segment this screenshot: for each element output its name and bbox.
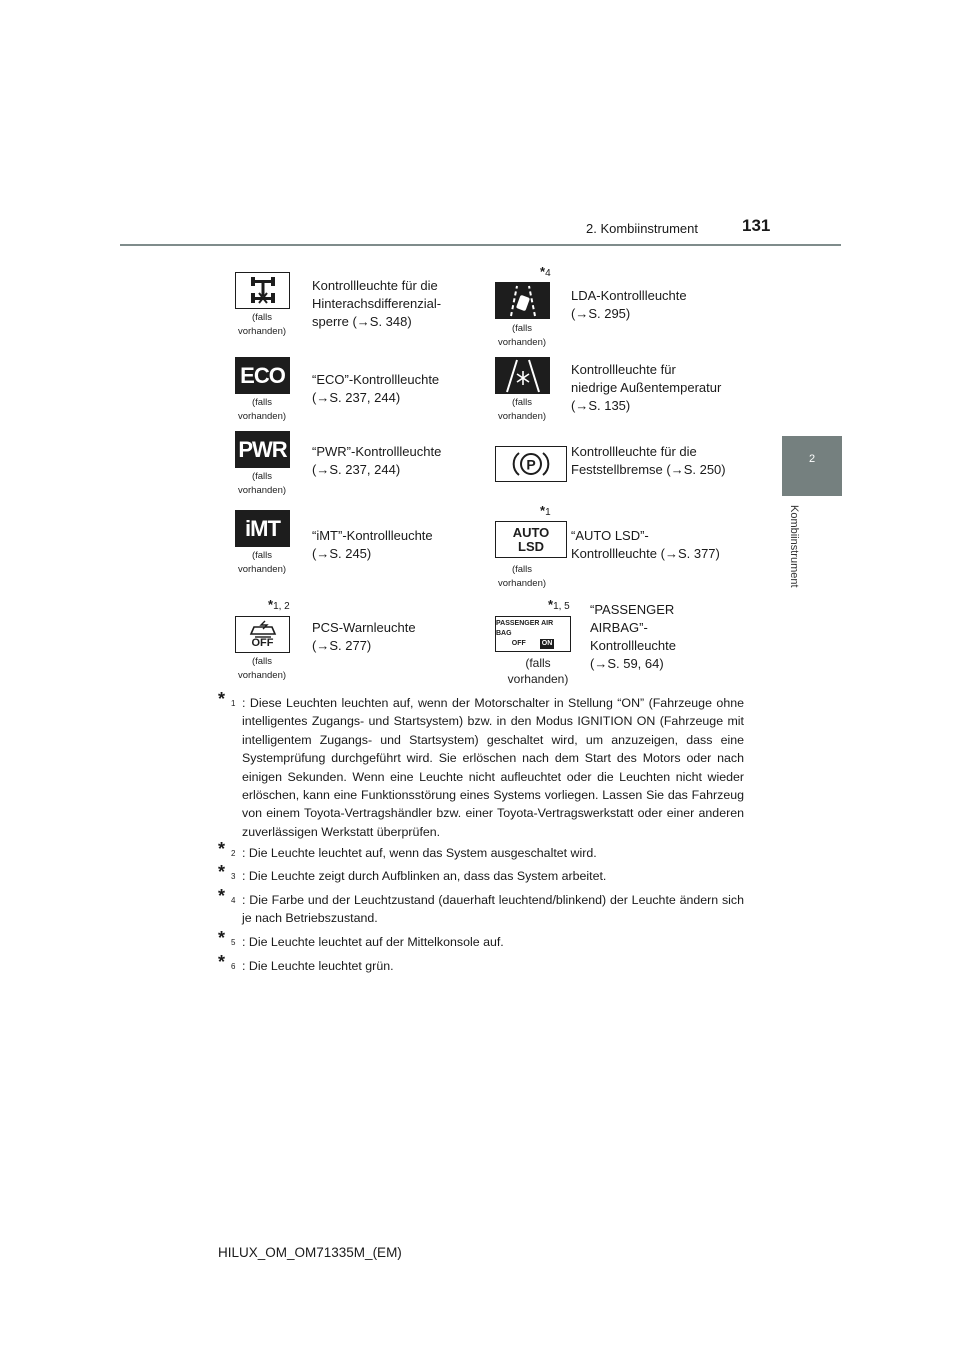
auto-lsd-icon: AUTO LSD — [495, 521, 567, 558]
desc-rear-diff: Kontrollleuchte für die Hinterachsdifferenzial- sperre (→S. 348) — [312, 278, 442, 329]
falls-note: (falls vorhanden) — [497, 564, 547, 589]
footnote-mark: *4 — [540, 264, 551, 279]
desc-low-temp: Kontrollleuchte für niedrige Außentemperatur (→S. 135) — [571, 362, 722, 413]
pcs-off-icon — [235, 616, 290, 653]
falls-note: (falls vorhanden) — [237, 550, 287, 575]
parking-brake-icon — [495, 446, 567, 482]
parking-brake-letter: P — [526, 456, 536, 473]
footnote-6: * 6 : Die Leuchte leuchtet grün. — [218, 952, 394, 973]
falls-note: (falls vorhanden) — [507, 656, 569, 686]
low-temp-road-icon — [495, 357, 550, 394]
footnote-3: * 3 : Die Leuchte zeigt durch Aufblinken an, dass das System arbeitet. — [218, 862, 607, 883]
section-title: 2. Kombiinstrument — [586, 221, 698, 236]
desc-pcs: PCS-Warnleuchte (→S. 277) — [312, 620, 416, 653]
falls-note: (falls vorhanden) — [497, 323, 547, 348]
chapter-tab: 2 — [782, 436, 842, 496]
desc-eco: “ECO”-Kontrollleuchte (→S. 237, 244) — [312, 372, 440, 405]
falls-note: (falls vorhanden) — [237, 312, 287, 337]
footnote-mark: *1 — [540, 503, 551, 518]
falls-note: (falls vorhanden) — [237, 656, 287, 681]
rear-diff-lock-icon — [243, 276, 283, 306]
footnote-4: * 4 : Die Farbe und der Leuchtzustand (dauerhaft leuchtend/blinkend) der Leuchte ändern sich je nach Betriebszustand. — [218, 886, 744, 926]
desc-imt: “iMT”-Kontrollleuchte (→S. 245) — [312, 528, 433, 561]
low-temp-road-icon — [501, 359, 545, 393]
imt-icon: iMT — [235, 510, 290, 547]
desc-auto-lsd: “AUTO LSD”- Kontrollleuchte (→S. 377) — [571, 528, 720, 561]
header-rule — [120, 244, 841, 246]
passenger-airbag-icon: PASSENGER AIR BAG OFF ON — [495, 616, 571, 652]
document-id: HILUX_OM_OM71335M_(EM) — [218, 1245, 402, 1260]
parking-brake-icon — [511, 449, 551, 479]
falls-note: (falls vorhanden) — [237, 397, 287, 422]
footnote-1: * 1 : Diese Leuchten leuchten auf, wenn der Motorschalter in Stellung “ON” (Fahrzeuge ohne intelligentes Zugangs- und Startsystem) bzw. in den Modus IGNITION ON (Fahrzeuge mit intelligentem Zugangs- und Startsystem) geschaltet wird, um anzuzeigen, dass eine Systemprüfung durchgeführt wird. Sie erlöschen nach dem Start des Motors oder nach einigen Sekunden. Wenn eine Leuchte nicht aufleuchtet oder die Leuchten nicht wieder erlöschen, kann eine Funktionsstörung eines Systems vorliegen. Lassen Sie das Fahrzeug von einem Toyota-Vertragshändler bzw. einer Toyota-Vertragswerkstatt oder einer anderen zuverlässigen Werkstatt überprüfen. — [218, 689, 744, 839]
pcs-car-icon — [245, 620, 281, 638]
lda-icon — [503, 284, 543, 318]
pwr-icon: PWR — [235, 431, 290, 468]
desc-passenger-airbag: “PASSENGER AIRBAG”- Kontrollleuchte (→S. 59, 64) — [590, 602, 676, 671]
footnote-mark: *1, 2 — [268, 597, 290, 612]
rear-diff-lock-icon — [235, 272, 290, 309]
desc-pwr: “PWR”-Kontrollleuchte (→S. 237, 244) — [312, 444, 442, 477]
desc-lda: LDA-Kontrollleuchte (→S. 295) — [571, 288, 687, 321]
eco-icon: ECO — [235, 357, 290, 394]
falls-note: (falls vorhanden) — [237, 471, 287, 496]
footnote-2: * 2 : Die Leuchte leuchtet auf, wenn das System ausgeschaltet wird. — [218, 839, 597, 860]
footnote-5: * 5 : Die Leuchte leuchtet auf der Mittelkonsole auf. — [218, 928, 504, 949]
pcs-off-label: OFF — [251, 637, 274, 649]
falls-note: (falls vorhanden) — [497, 397, 547, 422]
page-number: 131 — [742, 216, 771, 235]
footnote-mark: *1, 5 — [548, 597, 570, 612]
desc-parking-brake: Kontrollleuchte für die Feststellbremse (→S. 250) — [571, 444, 726, 477]
chapter-label: Kombiinstrument — [788, 505, 800, 588]
lda-icon — [495, 282, 550, 319]
